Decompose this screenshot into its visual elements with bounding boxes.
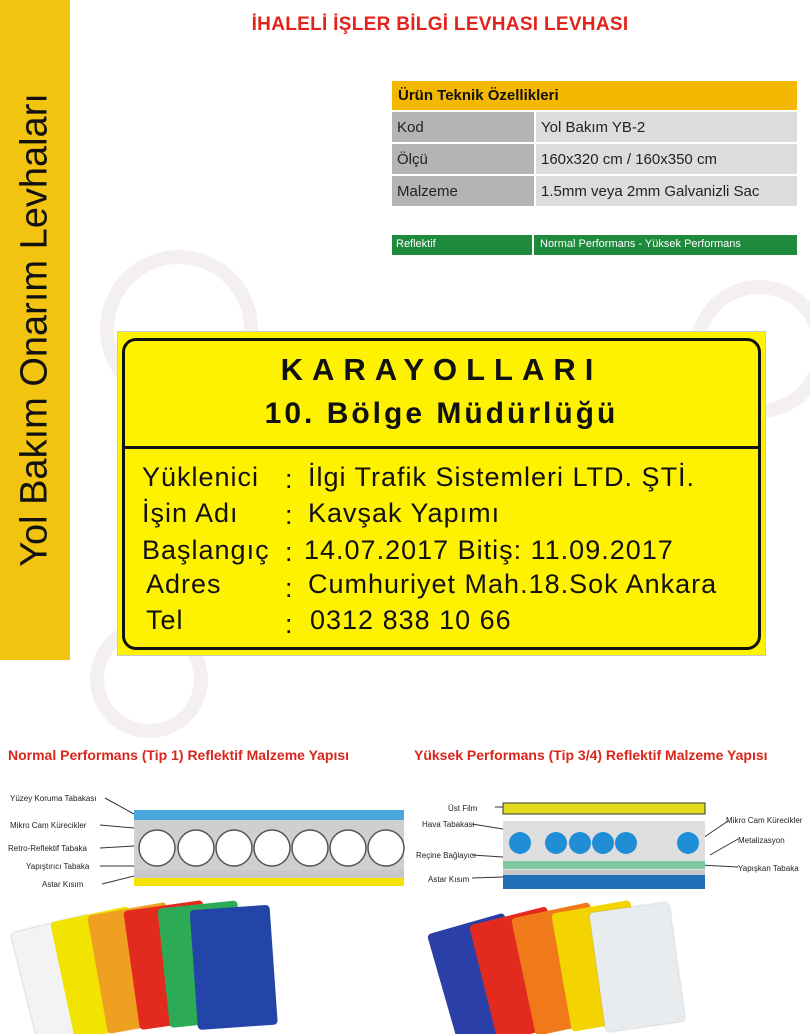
high-label: Metalizasyon — [738, 836, 785, 845]
spec-table-header: Ürün Teknik Özellikleri — [392, 81, 797, 111]
sign-colon: : — [285, 609, 293, 639]
high-label: Mikro Cam Kürecikler — [726, 816, 803, 825]
sign-colon: : — [285, 500, 293, 530]
swatch-white — [589, 902, 685, 1032]
high-label: Reçine Bağlayıcı — [416, 851, 477, 860]
reflective-value: Normal Performans - Yüksek Performans — [534, 235, 797, 255]
diagram-arrows — [100, 798, 134, 884]
high-label: Hava Tabakası — [422, 820, 475, 829]
normal-label: Mikro Cam Kürecikler — [10, 821, 87, 830]
spec-value: 160x320 cm / 160x350 cm — [535, 143, 797, 175]
reflective-key: Reflektif — [392, 235, 532, 255]
high-structure-diagram — [410, 795, 810, 895]
high-label: Üst Film — [448, 804, 478, 813]
spec-key: Kod — [392, 111, 535, 143]
sign-value-contractor: İlgi Trafik Sistemleri LTD. ŞTİ. — [308, 462, 696, 492]
sign-value-phone: 0312 838 10 66 — [310, 605, 512, 635]
top-film — [503, 803, 705, 814]
side-banner-text: Yol Bakım Onarım Levhaları — [13, 93, 56, 567]
sign-label-start: Başlangıç — [142, 535, 270, 565]
surface-layer — [134, 810, 404, 820]
high-label: Astar Kısım — [428, 875, 470, 884]
spec-value: 1.5mm veya 2mm Galvanizli Sac — [535, 175, 797, 206]
normal-performance-title: Normal Performans (Tip 1) Reflektif Malzeme Yapısı — [8, 747, 350, 763]
sign-title: KARAYOLLARI — [280, 352, 603, 387]
spec-value: Yol Bakım YB-2 — [535, 111, 797, 143]
sign-divider — [122, 446, 761, 449]
swatch-blue — [190, 905, 278, 1030]
sign-colon: : — [285, 464, 293, 494]
side-banner — [0, 0, 70, 660]
normal-label: Yüzey Koruma Tabakası — [10, 794, 97, 803]
sign-colon: : — [285, 573, 293, 603]
resin-layer — [503, 861, 705, 869]
high-performance-title: Yüksek Performans (Tip 3/4) Reflektif Malzeme Yapısı — [414, 747, 768, 763]
spec-key: Ölçü — [392, 143, 535, 175]
page-title: İHALELİ İŞLER BİLGİ LEVHASI LEVHASI — [251, 14, 629, 35]
sign-label-contractor: Yüklenici — [142, 462, 260, 492]
spec-table — [392, 81, 797, 206]
sign-value-address: Cumhuriyet Mah.18.Sok Ankara — [308, 569, 718, 599]
reflective-row — [392, 235, 797, 255]
sign-colon: : — [285, 537, 293, 567]
spec-row — [392, 143, 797, 175]
sign-value-dates: 14.07.2017 Bitiş: 11.09.2017 — [304, 535, 674, 565]
spec-row — [392, 175, 797, 206]
normal-label: Yapıştırıcı Tabaka — [26, 862, 90, 871]
spec-row — [392, 111, 797, 143]
primer-layer — [503, 875, 705, 889]
normal-label: Retro-Reflektif Tabaka — [8, 844, 87, 853]
sign-value-job: Kavşak Yapımı — [308, 498, 501, 528]
high-label: Yapışkan Tabaka — [738, 864, 799, 873]
spec-key: Malzeme — [392, 175, 535, 206]
sign-label-address: Adres — [146, 569, 222, 599]
normal-structure-diagram — [0, 790, 410, 900]
primer-layer — [134, 878, 404, 886]
sign-subtitle: 10. Bölge Müdürlüğü — [264, 397, 619, 430]
high-swatches — [410, 900, 810, 1034]
sign-label-phone: Tel — [146, 605, 184, 635]
sign-label-job: İşin Adı — [142, 498, 239, 528]
normal-label: Astar Kısım — [42, 880, 84, 889]
normal-swatches — [0, 900, 410, 1034]
